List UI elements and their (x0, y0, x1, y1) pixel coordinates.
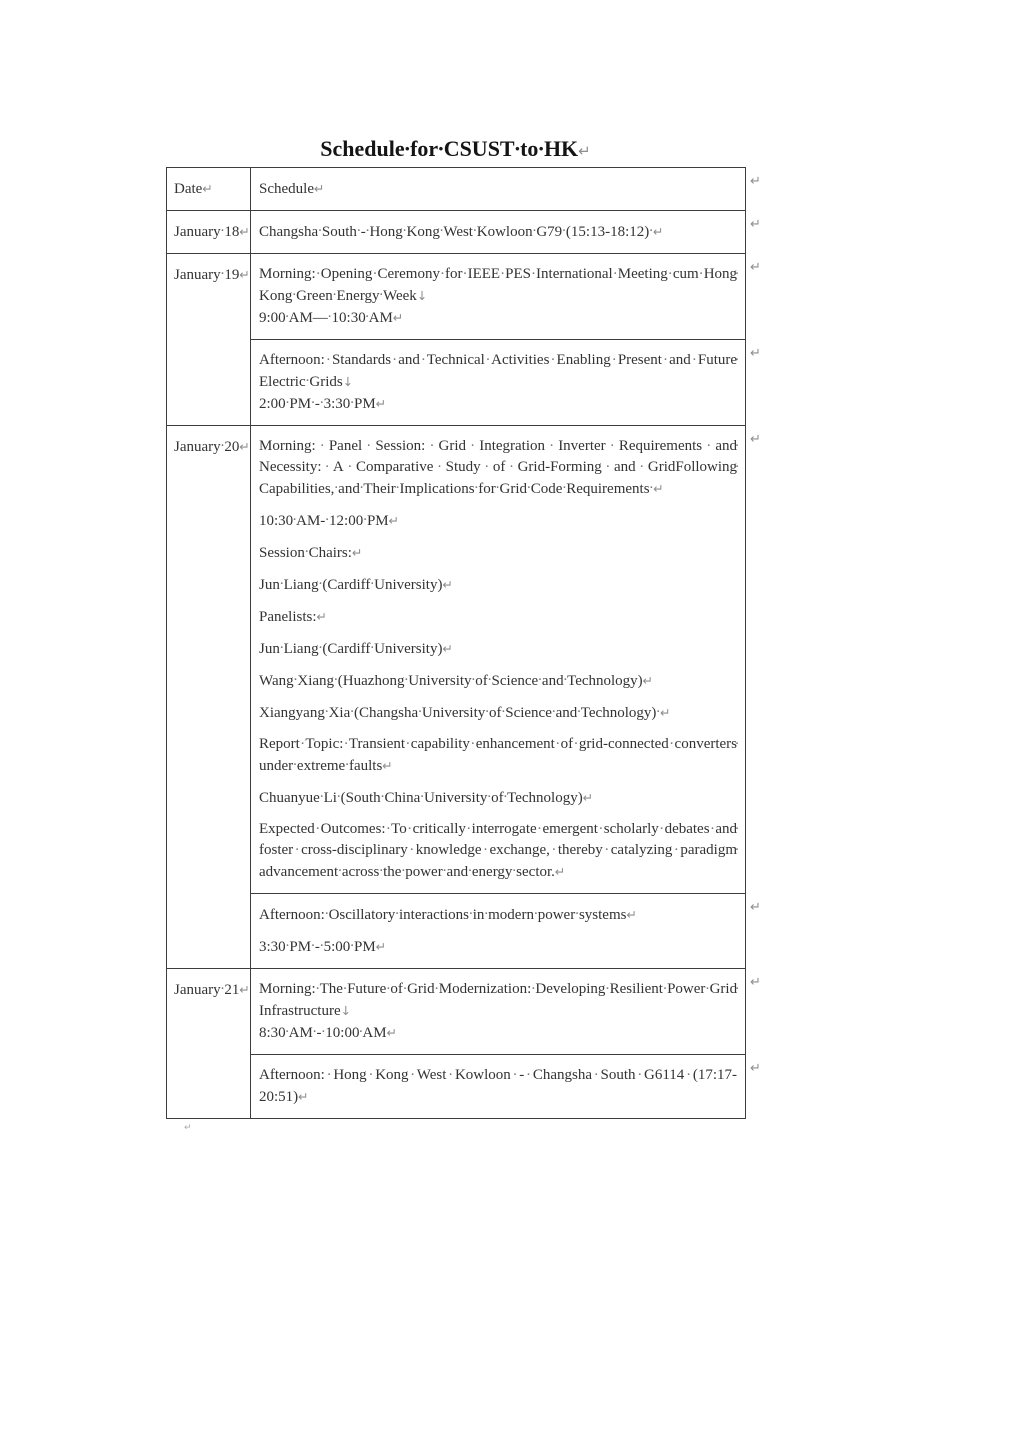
space-dot-mark (286, 939, 290, 955)
space-dot-mark (440, 224, 443, 240)
pilcrow-mark: ↵ (626, 907, 637, 922)
pilcrow-mark: ↵ (382, 758, 393, 773)
space-dot-mark (511, 1067, 520, 1083)
space-dot-mark (488, 673, 492, 689)
date-cell (167, 211, 251, 254)
space-dot-mark (316, 981, 320, 997)
space-dot-mark (606, 438, 619, 454)
pilcrow-mark: ↵ (653, 481, 664, 496)
space-dot-mark (319, 577, 323, 593)
schedule-paragraph: Session · Chairs:↵ (259, 542, 737, 564)
space-dot-mark (293, 842, 301, 858)
space-dot-mark (668, 266, 673, 282)
space-dot-mark (487, 790, 491, 806)
table-row-jan20-morning (167, 426, 770, 894)
space-dot-mark (533, 224, 537, 240)
space-dot-mark (611, 352, 618, 368)
space-dot-mark (380, 288, 383, 304)
space-dot-mark (363, 513, 367, 529)
space-dot-mark (320, 396, 324, 412)
space-dot-mark (435, 981, 439, 997)
schedule-paragraph: Morning: · Opening · Ceremony · for · IEEE · PES· International · Meeting · cum · Hong Kong · Green · Energy· Week↓ 9:00 · AM— · 10:30 · AM↵ (259, 264, 737, 329)
space-dot-mark (438, 136, 444, 161)
space-dot-mark (381, 790, 385, 806)
schedule-paragraph: Afternoon: · Oscillatory · interactions · in · modern · power· systems↵ (259, 904, 737, 926)
row-end-mark-cell (746, 211, 770, 254)
space-dot-mark (433, 459, 445, 475)
space-dot-mark (481, 459, 493, 475)
row-end-mark-cell (746, 894, 770, 969)
space-dot-mark (391, 352, 398, 368)
row-end-mark: ↵ (750, 345, 761, 361)
space-dot-mark (325, 705, 329, 721)
space-dot-mark (650, 481, 654, 497)
pilcrow-mark: ↵ (386, 1025, 398, 1040)
schedule-paragraph: Changsha · South · - · Hong · Kong · West · Kowloon· G79 · (15:13-18:12) · ↵ (259, 221, 737, 243)
space-dot-mark (564, 673, 567, 689)
space-dot-mark (470, 736, 476, 752)
space-dot-mark (350, 939, 354, 955)
pilcrow-mark: ↵ (442, 641, 453, 656)
space-dot-mark (293, 758, 297, 774)
space-dot-mark (386, 821, 392, 837)
pilcrow-mark: ↵ (239, 224, 250, 239)
row-end-mark-cell (746, 254, 770, 340)
space-dot-mark (403, 224, 407, 240)
space-dot-mark (538, 136, 544, 161)
schedule-paragraph: Jun · Liang · (Cardiff · University)↵ (259, 574, 737, 596)
pilcrow-mark: ↵ (653, 224, 664, 239)
space-dot-mark (311, 396, 315, 412)
space-dot-mark (577, 705, 580, 721)
space-dot-mark (292, 288, 296, 304)
space-dot-mark (440, 266, 445, 282)
space-dot-mark (403, 981, 407, 997)
space-dot-mark (325, 513, 329, 529)
space-dot-mark (221, 224, 225, 240)
pilcrow-mark: ↵ (642, 673, 654, 688)
space-dot-mark (538, 673, 542, 689)
space-dot-mark (344, 459, 356, 475)
space-dot-mark (367, 1067, 376, 1083)
space-dot-mark (300, 736, 305, 752)
space-dot-mark (319, 641, 323, 657)
row-end-mark: ↵ (750, 216, 761, 232)
table-header-row (167, 168, 770, 211)
space-dot-mark (550, 842, 558, 858)
space-dot-mark (286, 1025, 289, 1041)
space-dot-mark (534, 907, 538, 923)
space-dot-mark (409, 1067, 417, 1083)
space-dot-mark (500, 266, 505, 282)
pilcrow-mark: ↵ (202, 181, 213, 196)
document-end-mark: ↵ (184, 1123, 192, 1133)
space-dot-mark (405, 136, 411, 161)
space-dot-mark (286, 310, 289, 326)
date-cell (167, 426, 251, 969)
schedule-paragraph: Report · Topic: · Transient · capability · enhancement · of· grid-connected · converters under · extreme · faults↵ (259, 734, 737, 777)
pilcrow-mark: ↵ (442, 577, 453, 592)
schedule-paragraph: Chuanyue · Li · (South · China · University · of· Technology)↵ (259, 787, 737, 809)
space-dot-mark (293, 513, 296, 529)
space-dot-mark (360, 481, 363, 497)
space-dot-mark (311, 939, 315, 955)
schedule-paragraph: Morning: · The · Future · of · Grid · Modernization:· Developing · Resilient · Power · Grid Infrastructure↓ 8:30 · AM · - · 10:00 · AM↵ (259, 979, 737, 1044)
line-break-mark: ↓ (340, 1003, 352, 1018)
space-dot-mark (485, 705, 489, 721)
space-dot-mark (545, 438, 558, 454)
row-end-mark: ↵ (750, 431, 761, 447)
space-dot-mark (684, 1067, 693, 1083)
space-dot-mark (333, 288, 337, 304)
pilcrow-mark: ↵ (239, 267, 250, 282)
pilcrow-mark: ↵ (388, 513, 400, 528)
space-dot-mark (482, 842, 490, 858)
space-dot-mark (512, 864, 516, 880)
space-dot-mark (466, 438, 479, 454)
space-dot-mark (325, 352, 332, 368)
schedule-paragraph: 3:30 · PM · - · 5:00 · PM↵ (259, 936, 737, 958)
date-label: January · 20↵ (174, 436, 248, 458)
space-dot-mark (552, 705, 556, 721)
pilcrow-mark: ↵ (313, 181, 325, 196)
space-dot-mark (531, 266, 536, 282)
space-dot-mark (316, 266, 321, 282)
space-dot-mark (592, 1067, 601, 1083)
space-dot-mark (636, 459, 648, 475)
space-dot-mark (573, 736, 579, 752)
space-dot-mark (691, 352, 698, 368)
space-dot-mark (504, 790, 507, 806)
space-dot-mark (221, 267, 225, 283)
schedule-paragraph: Afternoon: · Hong · Kong · West · Kowloon · - · Changsha· South · G6114 · (17:17-20:51)↵ (259, 1065, 737, 1108)
space-dot-mark (306, 374, 310, 390)
space-dot-mark (305, 545, 309, 561)
pilcrow-mark: ↵ (660, 705, 671, 720)
date-label: January · 21↵ (174, 979, 248, 1001)
header-date-cell (167, 168, 251, 211)
space-dot-mark (418, 705, 422, 721)
space-dot-mark (315, 821, 321, 837)
pilcrow-mark: ↵ (375, 939, 387, 954)
space-dot-mark (537, 821, 543, 837)
space-dot-mark (359, 1025, 362, 1041)
row-end-mark: ↵ (750, 899, 761, 915)
space-dot-mark (325, 907, 329, 923)
space-dot-mark (294, 673, 298, 689)
schedule-cell (251, 1055, 746, 1119)
space-dot-mark (549, 352, 556, 368)
space-dot-mark (396, 481, 400, 497)
pilcrow-mark: ↵ (554, 864, 566, 879)
space-dot-mark (501, 705, 505, 721)
space-dot-mark (575, 907, 579, 923)
space-dot-mark (338, 864, 342, 880)
space-dot-mark (221, 439, 225, 455)
space-dot-mark (602, 459, 614, 475)
space-dot-mark (636, 1067, 645, 1083)
space-dot-mark (466, 821, 472, 837)
space-dot-mark (362, 438, 375, 454)
space-dot-mark (656, 705, 660, 721)
space-dot-mark (350, 705, 354, 721)
table-row-jan21-morning (167, 969, 770, 1055)
row-end-mark: ↵ (750, 974, 761, 990)
pilcrow-mark: ↵ (298, 1089, 309, 1104)
space-dot-mark (446, 1067, 455, 1083)
space-dot-mark (404, 673, 408, 689)
space-dot-mark (370, 577, 374, 593)
row-end-mark-cell (746, 426, 770, 894)
row-end-mark-cell (746, 1055, 770, 1119)
line-break-mark: ↓ (342, 374, 354, 389)
space-dot-mark (505, 459, 517, 475)
schedule-paragraph: Jun · Liang · (Cardiff · University)↵ (259, 638, 737, 660)
schedule-paragraph: Expected · Outcomes: · To · critically · interrogate · emergent· scholarly · debates · and foster · cross-disciplinary · knowledge· exchange, · thereby · catalyzing · paradigm advancement · across · the · power · and · energy · sector.↵ (259, 819, 737, 883)
space-dot-mark (662, 352, 669, 368)
schedule-cell (251, 254, 746, 340)
space-dot-mark (472, 673, 476, 689)
space-dot-mark (605, 981, 609, 997)
space-dot-mark (496, 481, 500, 497)
space-dot-mark (484, 907, 488, 923)
schedule-cell (251, 426, 746, 894)
space-dot-mark (316, 438, 329, 454)
line-break-mark: ↓ (416, 288, 428, 303)
schedule-cell (251, 969, 746, 1055)
pilcrow-mark: ↵ (578, 142, 591, 160)
space-dot-mark (555, 736, 561, 752)
space-dot-mark (702, 438, 715, 454)
pilcrow-mark: ↵ (392, 310, 404, 325)
row-end-mark: ↵ (750, 259, 761, 275)
space-dot-mark (280, 641, 284, 657)
space-dot-mark (699, 266, 704, 282)
date-cell (167, 969, 251, 1119)
date-label: January · 19↵ (174, 264, 248, 286)
space-dot-mark (343, 736, 348, 752)
space-dot-mark (343, 981, 347, 997)
space-dot-mark (420, 352, 427, 368)
space-dot-mark (527, 481, 531, 497)
schedule-paragraph: Afternoon: · Standards · and · Technical · Activities · Enabling· Present · and · Future Electric · Grids↓ 2:00 · PM · - · 3:30 · PM↵ (259, 350, 737, 415)
space-dot-mark (659, 821, 665, 837)
pilcrow-mark: ↵ (582, 790, 594, 805)
space-dot-mark (321, 459, 332, 475)
space-dot-mark (395, 907, 399, 923)
space-dot-mark (320, 939, 324, 955)
space-dot-mark (669, 736, 675, 752)
schedule-paragraph: Wang · Xiang · (Huazhong · University · of · Science · and· Technology)↵ (259, 670, 737, 692)
table-row-jan19-afternoon (167, 340, 770, 426)
space-dot-mark (562, 224, 566, 240)
pilcrow-mark: ↵ (375, 396, 387, 411)
space-dot-mark (313, 1025, 317, 1041)
space-dot-mark (320, 790, 324, 806)
space-dot-mark (562, 481, 566, 497)
header-date-label: Date↵ (174, 181, 213, 197)
pilcrow-mark: ↵ (239, 439, 250, 454)
space-dot-mark (325, 1067, 334, 1083)
row-end-mark: ↵ (750, 1060, 761, 1076)
space-dot-mark (334, 673, 338, 689)
space-dot-mark (337, 790, 341, 806)
space-dot-mark (420, 790, 424, 806)
space-dot-mark (473, 224, 477, 240)
space-dot-mark (443, 864, 447, 880)
space-dot-mark (463, 266, 468, 282)
space-dot-mark (401, 864, 405, 880)
row-end-mark-cell (746, 969, 770, 1055)
document-title: Schedule · for · CSUST · to · HK↵ (166, 136, 745, 164)
table-row-jan19-morning (167, 254, 770, 340)
space-dot-mark (286, 396, 290, 412)
schedule-paragraph: Panelists:↵ (259, 609, 327, 625)
schedule-paragraph: Morning: · Panel · Session: · Grid · Integration · Inverter· Requirements · and Necessity: · A · Comparative · Study · of · Grid-Forming · and · GridFollowing Capabilities, · and· Their · Implications · for · Grid · Code · Requirements · ↵ (259, 436, 737, 500)
space-dot-mark (328, 310, 332, 326)
space-dot-mark (524, 1067, 533, 1083)
space-dot-mark (221, 982, 225, 998)
schedule-table (166, 167, 770, 1119)
document-content (166, 136, 778, 1133)
schedule-paragraph: Xiangyang · Xia · (Changsha · University · of · Science · and · Technology) · ↵ (259, 702, 737, 724)
header-schedule-label: Schedule↵ (259, 181, 325, 197)
table-row-jan20-afternoon (167, 894, 770, 969)
space-dot-mark (710, 821, 716, 837)
space-dot-mark (649, 224, 653, 240)
pilcrow-mark: ↵ (239, 982, 250, 997)
pilcrow-mark: ↵ (316, 609, 327, 624)
row-end-mark-cell (746, 340, 770, 426)
schedule-cell (251, 340, 746, 426)
space-dot-mark (370, 641, 374, 657)
space-dot-mark (280, 577, 284, 593)
space-dot-mark (469, 907, 473, 923)
space-dot-mark (322, 1025, 326, 1041)
header-schedule-cell (251, 168, 746, 211)
space-dot-mark (372, 266, 377, 282)
space-dot-mark (366, 310, 369, 326)
space-dot-mark (425, 438, 438, 454)
space-dot-mark (408, 842, 416, 858)
space-dot-mark (357, 224, 361, 240)
schedule-paragraph: 10:30 · AM- · 12:00 · PM↵ (259, 510, 737, 532)
space-dot-mark (468, 864, 472, 880)
space-dot-mark (613, 266, 618, 282)
table-row-jan18 (167, 211, 770, 254)
row-end-mark: ↵ (750, 173, 761, 189)
space-dot-mark (345, 758, 349, 774)
space-dot-mark (366, 224, 370, 240)
schedule-cell (251, 894, 746, 969)
space-dot-mark (405, 736, 411, 752)
pilcrow-mark: ↵ (351, 545, 363, 560)
space-dot-mark (515, 136, 521, 161)
space-dot-mark (598, 821, 604, 837)
space-dot-mark (334, 481, 338, 497)
schedule-cell (251, 211, 746, 254)
space-dot-mark (386, 981, 390, 997)
space-dot-mark (475, 481, 479, 497)
space-dot-mark (672, 842, 680, 858)
space-dot-mark (379, 864, 383, 880)
space-dot-mark (407, 821, 413, 837)
space-dot-mark (318, 224, 322, 240)
row-end-mark-cell (746, 168, 770, 211)
space-dot-mark (663, 981, 667, 997)
table-row-jan21-afternoon (167, 1055, 770, 1119)
space-dot-mark (531, 981, 535, 997)
space-dot-mark (485, 352, 491, 368)
space-dot-mark (350, 396, 354, 412)
date-cell (167, 254, 251, 426)
space-dot-mark (705, 981, 709, 997)
date-label: January · 18↵ (174, 221, 248, 243)
space-dot-mark (603, 842, 611, 858)
